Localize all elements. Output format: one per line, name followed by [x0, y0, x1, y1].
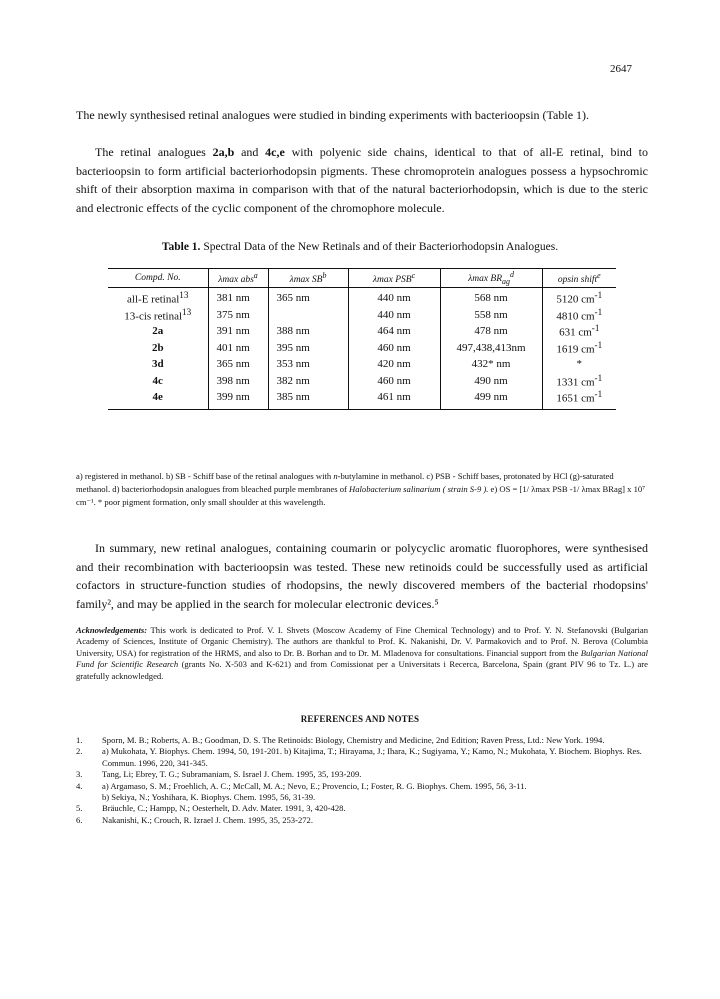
sb-value: 365 nm	[268, 288, 348, 307]
table-header-cell	[440, 269, 542, 288]
reference-text	[102, 781, 648, 804]
psb-value: 460 nm	[348, 373, 440, 390]
opsin-shift-value	[542, 323, 616, 340]
compound-cell	[108, 356, 208, 373]
compound-2ab: 2a,b	[212, 145, 235, 159]
header-label: Compd. No.	[134, 273, 181, 284]
reference-number: 3.	[76, 769, 83, 780]
abs-value: 401 nm	[208, 340, 268, 357]
header-label: λmax SB	[289, 275, 323, 286]
abs-value: 365 nm	[208, 356, 268, 373]
sb-value: 388 nm	[268, 323, 348, 340]
abs-value: 375 nm	[208, 307, 268, 324]
compound-name: 2b	[151, 341, 164, 354]
table-header-cell	[108, 269, 208, 288]
table-header-cell	[268, 269, 348, 288]
header-superscript: e	[597, 270, 601, 280]
psb-value: 464 nm	[348, 323, 440, 340]
opsin-shift-value	[542, 389, 616, 409]
table-caption	[0, 241, 720, 253]
footnote-italic-1: n	[333, 471, 338, 481]
page-number: 2647	[610, 63, 632, 75]
opsin-shift-number: *	[576, 358, 582, 371]
compound-cell	[108, 389, 208, 409]
table-header-cell	[542, 269, 616, 288]
reference-item	[76, 781, 648, 804]
sb-value: 385 nm	[268, 389, 348, 409]
summary-paragraph: In summary, new retinal analogues, containing coumarin or polycyclic aromatic fluorophores, were synthesised and their recombination with bacterioopsin was tested. These new retinoids could be successfully used as artificial cofactors in structure-function studies of rhodopsins, the newly discovered members of the bacterial rhodopsins' family², and may be applied in the search for molecular electronic devices.⁵	[76, 541, 648, 611]
header-label: opsin shift	[557, 275, 598, 286]
compound-ref: 13	[182, 306, 192, 317]
reference-item	[76, 769, 648, 780]
br-value: 568 nm	[440, 288, 542, 307]
header-label: λmax BR	[468, 274, 503, 285]
table-footnote	[76, 470, 648, 510]
analogues-text-3: with polyenic side chains, identical to that of all-E retinal, bind to bacterioopsin to form artificial bacteriorhodopsin pigments. These chromoprotein analogues possess a hypsochromic shift of their absorption maxima in comparison with that of the natural bacteriorhodopsin, which is due to the steric and electronic effects of the cyclic component of the chromophore molecule.	[76, 145, 648, 215]
reference-line: a) Argamaso, S. M.; Froehlich, A. C.; McCall, M. A.; Nevo, E.; Provencio, I.; Foster, R. G. Biophys. Chem. 1995, 56, 3-11.	[102, 780, 527, 791]
table-row	[108, 340, 616, 357]
br-value: 499 nm	[440, 389, 542, 409]
sb-value: 395 nm	[268, 340, 348, 357]
reference-number: 6.	[76, 814, 83, 825]
opsin-shift-number: 1619 cm	[556, 343, 595, 356]
opsin-shift-unit-exp: -1	[594, 290, 603, 301]
compound-cell	[108, 340, 208, 357]
reference-line: Sporn, M. B.; Roberts, A. B.; Goodman, D. S. The Retinoids: Biology, Chemistry and Medicine, 2nd Edition; Raven Press, Ltd.: New York. 1994.	[102, 735, 605, 745]
footnote-text-3: e) OS = [1/ λmax PSB -1/ λmax BRag] x 10⁷ cm⁻¹. * poor pigment formation, only small shoulder at this wavelength.	[76, 484, 646, 508]
opsin-shift-unit-exp: -1	[594, 372, 603, 383]
table-row	[108, 323, 616, 340]
opsin-shift-value	[542, 340, 616, 357]
acknowledgements-text-2: (grants No. X-503 and K-621) and from Comissionat per a Universitats i Recerca, Barcelona, Spain (grant PIV 96 to Tz. L.) are gratefully acknowledged.	[76, 659, 648, 681]
reference-number: 2.	[76, 746, 83, 757]
compound-4ce: 4c,e	[265, 145, 285, 159]
reference-line: b) Sekiya, N.; Yoshihara, K. Biophys. Chem. 1995, 56, 31-39.	[102, 792, 316, 803]
references-list	[76, 735, 648, 826]
opsin-shift-value	[542, 373, 616, 390]
acknowledgements-italic: Bulgarian National Fund for Scientific Research	[76, 647, 648, 670]
psb-value: 440 nm	[348, 307, 440, 324]
table-row	[108, 373, 616, 390]
reference-item	[76, 746, 648, 769]
opsin-shift-number: 4810 cm	[556, 310, 595, 323]
opsin-shift-value	[542, 307, 616, 324]
footnote-text-1: a) registered in methanol. b) SB - Schiff base of the retinal analogues with	[76, 471, 334, 481]
compound-name: 13-cis retinal	[124, 310, 183, 323]
compound-cell	[108, 323, 208, 340]
compound-name: all-E retinal	[127, 294, 180, 307]
footnote-italic-2: Halobacterium salinarium ( strain S-9 ).	[349, 484, 489, 495]
compound-cell	[108, 288, 208, 307]
opsin-shift-value	[542, 356, 616, 373]
reference-line: a) Mukohata, Y. Biophys. Chem. 1994, 50, 191-201. b) Kitajima, T.; Hirayama, J.; Ihara, K.; Sugiyama, Y.; Kamo, N.; Mukohata, Y. Biochem. Biophys. Res. Commun. 1996, 220, 341-345.	[102, 746, 642, 768]
table-caption-label: Table 1.	[161, 241, 201, 253]
table-row	[108, 288, 616, 307]
table-header-cell	[348, 269, 440, 288]
sb-value: 353 nm	[268, 356, 348, 373]
reference-text	[102, 746, 648, 769]
analogues-text-2: and	[234, 145, 266, 159]
header-label: λmax PSB	[372, 275, 412, 286]
opsin-shift-number: 1331 cm	[556, 376, 595, 389]
reference-number: 4.	[76, 780, 83, 791]
reference-text	[102, 803, 648, 814]
psb-value: 460 nm	[348, 340, 440, 357]
br-value: 432* nm	[440, 356, 542, 373]
compound-cell	[108, 373, 208, 390]
opsin-shift-unit-exp: -1	[594, 339, 603, 350]
abs-value: 381 nm	[208, 288, 268, 307]
reference-text	[102, 769, 648, 780]
opsin-shift-unit-exp: -1	[591, 323, 600, 334]
header-superscript: a	[253, 270, 258, 280]
analogues-text-1: The retinal analogues	[95, 145, 213, 159]
compound-cell	[108, 307, 208, 324]
abs-value: 391 nm	[208, 323, 268, 340]
header-superscript: d	[509, 270, 514, 279]
reference-number: 5.	[76, 803, 83, 814]
opsin-shift-number: 1651 cm	[556, 393, 595, 406]
reference-text	[102, 815, 648, 826]
br-value: 558 nm	[440, 307, 542, 324]
reference-line: Bräuchle, C.; Hampp, N.; Oesterhelt, D. Adv. Mater. 1991, 3, 420-428.	[102, 803, 346, 814]
abs-value: 399 nm	[208, 389, 268, 409]
br-value: 497,438,413nm	[440, 340, 542, 357]
header-superscript: b	[322, 270, 327, 280]
references-heading: REFERENCES AND NOTES	[300, 714, 420, 724]
intro-paragraph: The newly synthesised retinal analogues were studied in binding experiments with bacterioopsin (Table 1).	[76, 108, 590, 122]
table-caption-text: Spectral Data of the New Retinals and of their Bacteriorhodopsin Analogues.	[200, 241, 559, 253]
compound-ref: 13	[179, 290, 189, 301]
psb-value: 440 nm	[348, 288, 440, 307]
psb-value: 420 nm	[348, 356, 440, 373]
acknowledgements-text-1: This work is dedicated to Prof. V. I. Shvets (Moscow Academy of Fine Chemical Technology) and to Prof. Y. N. Stefanovski (Bulgarian Academy of Sciences, Institute of Organic Chemistry). The authors are thankful to Prof. K. Nakanishi, Dr. V. Parmakovich and to Prof. N. Berova (Columbia University, USA) for registration of the HRMS, and also to Dr. B. Borhan and to Dr. M. Mladenova for consultations. Financial support from the	[76, 625, 648, 658]
acknowledgements-label: Acknowledgements:	[76, 625, 148, 635]
sb-value	[268, 307, 348, 324]
table-header-row	[108, 269, 616, 288]
opsin-shift-value	[542, 288, 616, 307]
spectral-data-table	[108, 268, 616, 410]
sb-value: 382 nm	[268, 373, 348, 390]
opsin-shift-number: 631 cm	[559, 327, 592, 340]
reference-text	[102, 735, 648, 746]
opsin-shift-unit-exp: -1	[594, 306, 603, 317]
abs-value: 398 nm	[208, 373, 268, 390]
compound-name: 4e	[152, 391, 163, 404]
acknowledgements	[76, 625, 648, 682]
br-value: 490 nm	[440, 373, 542, 390]
psb-value: 461 nm	[348, 389, 440, 409]
reference-line: Tang, Li; Ebrey, T. G.; Subramaniam, S. Israel J. Chem. 1995, 35, 193-209.	[102, 769, 362, 780]
reference-item	[76, 735, 648, 746]
compound-name: 2a	[152, 325, 164, 338]
opsin-shift-unit-exp: -1	[594, 389, 603, 400]
br-value: 478 nm	[440, 323, 542, 340]
table-row	[108, 389, 616, 409]
footnote-text-2: -butylamine in methanol. c) PSB - Schiff bases, protonated by HCl (g)-saturated methanol. d) bacteriorhodopsin analogues from bleached purple membranes of	[76, 471, 614, 495]
reference-number: 1.	[76, 735, 83, 745]
analogues-paragraph	[76, 143, 648, 217]
table-header-cell	[208, 269, 268, 288]
reference-item	[76, 803, 648, 814]
compound-name: 4c	[152, 374, 163, 387]
header-subscript: ag	[502, 277, 510, 287]
table-row	[108, 307, 616, 324]
opsin-shift-number: 5120 cm	[556, 294, 595, 307]
table-row	[108, 356, 616, 373]
reference-line: Nakanishi, K.; Crouch, R. Izrael J. Chem. 1995, 35, 253-272.	[102, 814, 313, 825]
header-superscript: c	[411, 270, 416, 280]
header-label: λmax abs	[218, 275, 254, 286]
compound-name: 3d	[151, 358, 164, 371]
reference-item	[76, 815, 648, 826]
